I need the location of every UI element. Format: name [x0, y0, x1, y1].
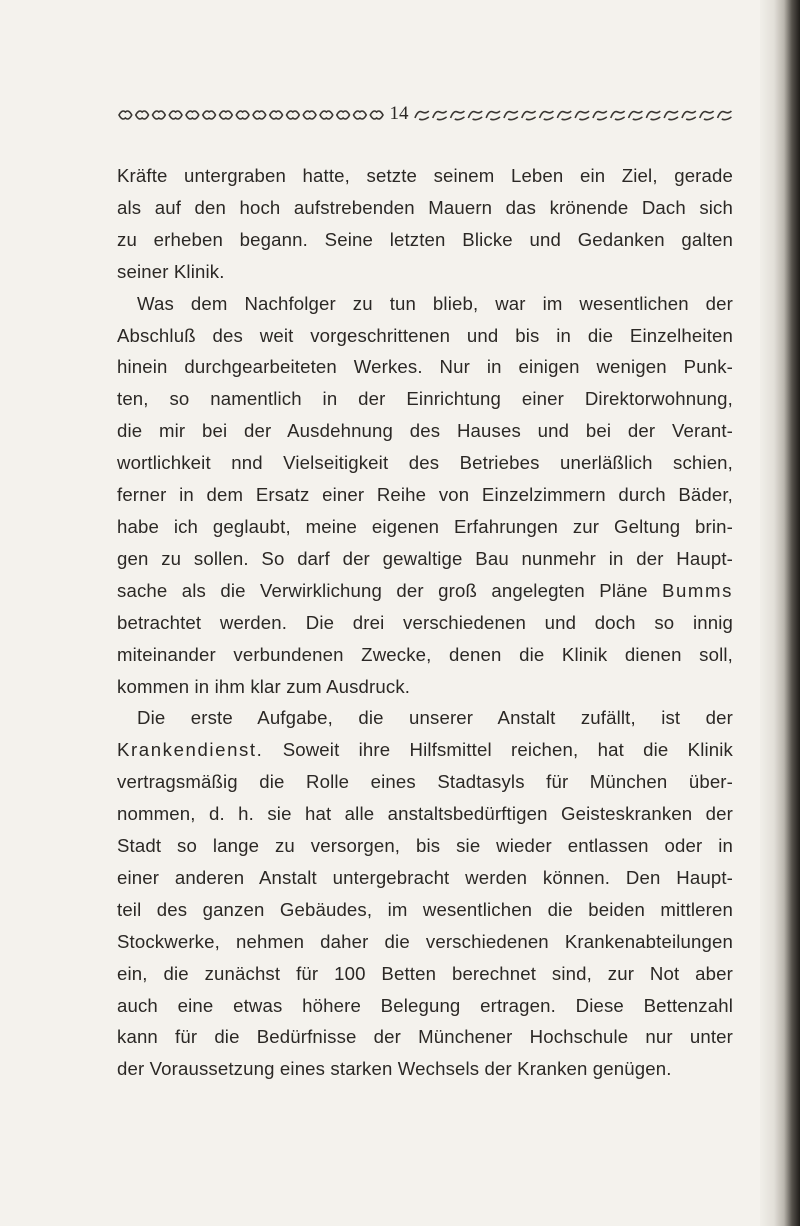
- ornament-glyph: [153, 111, 166, 119]
- ornament-glyph: [119, 111, 132, 119]
- page-number: 14: [389, 103, 409, 124]
- text-line: Kräfte untergraben hatte, setzte seinem Leben ein Ziel, gerade: [117, 165, 733, 186]
- running-header: [117, 102, 733, 126]
- ornament-band-right: [413, 108, 733, 122]
- ornament-glyph: [522, 111, 536, 120]
- text-line: Stadt so lange zu versorgen, bis sie wieder entlassen oder in: [117, 835, 733, 857]
- text-line: der Voraussetzung eines starken Wechsels der Kranken genügen.: [117, 1058, 672, 1080]
- text-line: betrachtet werden. Die drei verschiedenen und doch so innig: [117, 611, 733, 633]
- text-line: gen zu sollen. So darf der gewaltige Bau nunmehr in der Haupt-: [117, 547, 733, 569]
- text-line: Abschluß des weit vorgeschrittenen und bis in die Einzelheiten: [117, 324, 733, 346]
- ornament-glyph: [303, 111, 316, 119]
- ornament-glyph: [611, 111, 625, 120]
- text-line: hinein durchgearbeiteten Werkes. Nur in einigen wenigen Punk-: [117, 356, 733, 378]
- emphasized-term: Krankendienst.: [117, 739, 264, 761]
- ornament-glyph: [203, 111, 216, 119]
- text-segment: Soweit ihre Hilfsmittel reichen, hat die Klinik: [263, 739, 733, 761]
- ornament-glyph: [169, 111, 182, 119]
- text-line: ein, die zunächst für 100 Betten berechnet sind, zur Not aber: [117, 962, 733, 984]
- ornament-glyph: [337, 111, 350, 119]
- page-binding-shadow: [760, 0, 800, 1226]
- text-line: kann für die Bedürfnisse der Münchener Hochschule nur unter: [117, 1026, 733, 1048]
- text-line: zu erheben begann. Seine letzten Blicke und Gedanken galten: [117, 228, 733, 250]
- text-line: auch eine etwas höhere Belegung ertragen. Diese Bettenzahl: [117, 994, 733, 1016]
- text-line: [117, 734, 733, 766]
- ornament-glyph: [136, 111, 149, 119]
- body-text: [117, 160, 733, 1085]
- text-line: ten, so namentlich in der Einrichtung einer Direktorwohnung,: [117, 388, 733, 410]
- ornament-glyph: [504, 111, 518, 120]
- text-line: habe ich geglaubt, meine eigenen Erfahrungen zur Geltung brin-: [117, 515, 733, 537]
- text-line: Was dem Nachfolger zu tun blieb, war im wesentlichen der: [137, 292, 733, 314]
- text-line: teil des ganzen Gebäudes, im wesentlichen die beiden mittleren: [117, 898, 733, 920]
- ornament-glyph: [220, 111, 233, 119]
- text-line: nommen, d. h. sie hat alle anstaltsbedürftigen Geisteskranken der: [117, 803, 733, 825]
- text-line: vertragsmäßig die Rolle eines Stadtasyls für München über-: [117, 771, 733, 793]
- ornament-glyph: [370, 111, 383, 119]
- text-line: die mir bei der Ausdehnung des Hauses und bei der Verant-: [117, 420, 733, 442]
- text-line: als auf den hoch aufstrebenden Mauern das krönende Dach sich: [117, 196, 733, 218]
- ornament-glyph: [718, 111, 732, 120]
- text-line: ferner in dem Ersatz einer Reihe von Einzelzimmern durch Bäder,: [117, 484, 733, 506]
- ornament-glyph: [557, 111, 571, 120]
- ornament-glyph: [270, 111, 283, 119]
- ornament-glyph: [451, 111, 465, 120]
- ornament-glyph: [664, 111, 678, 120]
- text-line: Stockwerke, nehmen daher die verschiedenen Krankenabteilungen: [117, 930, 733, 952]
- ornament-glyph: [287, 111, 300, 119]
- text-line: Die erste Aufgabe, die unserer Anstalt zufällt, ist der: [137, 707, 733, 729]
- ornament-glyph: [540, 111, 554, 120]
- emphasized-name: Bumms: [661, 579, 733, 601]
- ornament-glyph: [320, 111, 333, 119]
- ornament-glyph: [700, 111, 714, 120]
- ornament-band-left: [117, 108, 385, 122]
- ornament-glyph: [415, 111, 429, 120]
- text-line: kommen in ihm klar zum Ausdruck.: [117, 675, 411, 697]
- ornament-glyph: [575, 111, 589, 120]
- ornament-glyph: [486, 111, 500, 120]
- ornament-glyph: [354, 111, 367, 119]
- ornament-glyph: [646, 111, 660, 120]
- ornament-glyph: [236, 111, 249, 119]
- ornament-glyph: [433, 111, 447, 120]
- ornament-glyph: [629, 111, 643, 120]
- text-line: [117, 575, 733, 607]
- ornament-glyph: [682, 111, 696, 120]
- ornament-glyph: [253, 111, 266, 119]
- ornament-glyph: [186, 111, 199, 119]
- text-segment: sache als die Verwirklichung der groß angelegten Pläne: [117, 579, 662, 601]
- text-line: miteinander verbundenen Zwecke, denen die Klinik dienen soll,: [117, 643, 733, 665]
- ornament-glyph: [593, 111, 607, 120]
- text-line: einer anderen Anstalt untergebracht werden können. Den Haupt-: [117, 866, 733, 888]
- text-line: seiner Klinik.: [117, 260, 225, 282]
- text-line: wortlichkeit nnd Vielseitigkeit des Betriebes unerläßlich schien,: [117, 452, 733, 474]
- ornament-glyph: [468, 111, 482, 120]
